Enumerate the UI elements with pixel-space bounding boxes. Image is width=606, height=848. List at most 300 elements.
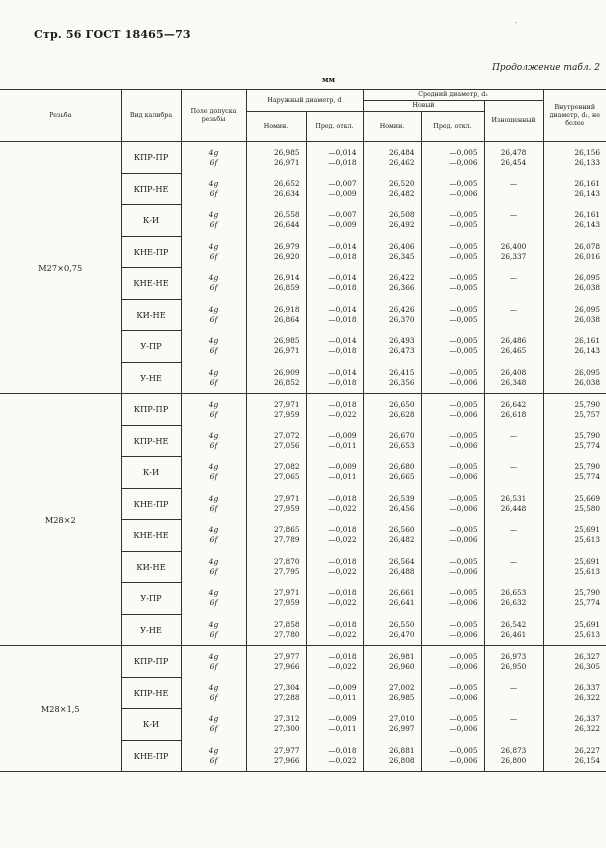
od-nominal-cell-line: 27,966 xyxy=(273,661,300,671)
od-deviation-cell-line: —0,022 xyxy=(328,755,357,765)
inner-diameter-cell xyxy=(543,394,606,426)
inner-diameter-cell-line: 26,161 xyxy=(574,210,601,220)
md-deviation-cell-line: —0,005 xyxy=(449,147,478,157)
tolerance-field-cell-line: 6f xyxy=(209,472,218,482)
md-worn-cell-line: 26,531 xyxy=(500,493,527,503)
tolerance-field-cell-line: 6f xyxy=(209,692,218,702)
md-nominal-cell-line: 26,415 xyxy=(388,367,415,377)
md-worn-cell-line: 26,454 xyxy=(500,157,527,167)
od-nominal-cell-line: 27,072 xyxy=(273,430,300,440)
inner-diameter-cell-line: 26,322 xyxy=(574,724,601,734)
inner-diameter-cell-line: 25,790 xyxy=(574,430,601,440)
md-nominal-cell xyxy=(363,173,421,205)
inner-diameter-cell xyxy=(543,236,606,268)
inner-diameter-cell-line: 26,133 xyxy=(574,157,601,167)
od-nominal-cell-line: 27,789 xyxy=(273,535,300,545)
md-deviation-cell-line: —0,005 xyxy=(449,314,478,324)
tolerance-field-cell-line: 4g xyxy=(208,241,219,251)
md-nominal-cell xyxy=(363,394,421,426)
md-nominal-cell-line: 26,641 xyxy=(388,598,415,608)
inner-diameter-cell-line: 26,078 xyxy=(574,241,601,251)
inner-diameter-cell-line: 26,161 xyxy=(574,336,601,346)
tolerance-field-cell-line: 4g xyxy=(208,336,219,346)
md-worn-cell-line: 26,542 xyxy=(500,619,527,629)
md-nominal-cell-line: 26,881 xyxy=(388,745,415,755)
md-nominal-cell xyxy=(363,709,421,741)
inner-diameter-cell xyxy=(543,173,606,205)
md-deviation-cell-line: —0,006 xyxy=(449,188,478,198)
gauge-type-cell: У-ПР xyxy=(121,583,181,615)
md-deviation-cell-line: —0,005 xyxy=(449,220,478,230)
tolerance-field-cell-line: 6f xyxy=(209,535,218,545)
md-worn-cell xyxy=(484,173,543,205)
od-deviation-cell-line: —0,009 xyxy=(328,220,357,230)
md-nominal-cell xyxy=(363,299,421,331)
od-nominal-cell-line: 26,985 xyxy=(273,336,300,346)
md-nominal-cell-line: 27,010 xyxy=(388,714,415,724)
od-nominal-cell xyxy=(246,551,306,583)
md-nominal-cell-line: 26,356 xyxy=(388,377,415,387)
inner-diameter-cell-line: 25,757 xyxy=(574,409,601,419)
col-header-mean-diameter: Средний диаметр, d₂ xyxy=(363,90,543,101)
tolerance-field-cell xyxy=(181,362,246,394)
tolerance-field-cell-line: 6f xyxy=(209,314,218,324)
tolerance-field-cell-line: 6f xyxy=(209,409,218,419)
tolerance-field-cell-line: 6f xyxy=(209,440,218,450)
inner-diameter-cell xyxy=(543,268,606,300)
tolerance-field-cell-line: 4g xyxy=(208,273,219,283)
od-deviation-cell-line: —0,018 xyxy=(328,588,357,598)
col-header-inner-diameter: Внутренний диаметр, d₁, не более xyxy=(543,90,606,142)
md-deviation-cell xyxy=(421,520,484,552)
tolerance-field-cell-line: 4g xyxy=(208,304,219,314)
md-worn-cell-line: 26,642 xyxy=(500,399,527,409)
od-nominal-cell xyxy=(246,362,306,394)
tolerance-field-cell xyxy=(181,520,246,552)
od-deviation-cell-line: —0,018 xyxy=(328,493,357,503)
tolerance-field-cell-line: 6f xyxy=(209,503,218,513)
od-deviation-cell-line: —0,018 xyxy=(328,399,357,409)
col-header-thread: Резьба xyxy=(0,90,121,142)
od-deviation-cell-line: —0,022 xyxy=(328,535,357,545)
od-deviation-cell-line: —0,018 xyxy=(328,157,357,167)
md-worn-cell-line: 26,348 xyxy=(500,377,527,387)
md-worn-cell-line xyxy=(485,535,543,545)
od-nominal-cell-line: 27,300 xyxy=(273,724,300,734)
od-deviation-cell xyxy=(306,142,363,174)
tolerance-field-cell-line: 6f xyxy=(209,377,218,387)
md-deviation-cell-line: —0,006 xyxy=(449,503,478,513)
md-nominal-cell-line: 26,473 xyxy=(388,346,415,356)
md-worn-cell-line: 26,800 xyxy=(500,755,527,765)
md-worn-cell-line xyxy=(485,567,543,577)
inner-diameter-cell xyxy=(543,488,606,520)
inner-diameter-cell-line: 26,143 xyxy=(574,188,601,198)
gauge-type-cell: У-НЕ xyxy=(121,614,181,646)
tolerance-field-cell-line: 6f xyxy=(209,220,218,230)
tolerance-field-cell-line: 4g xyxy=(208,588,219,598)
od-deviation-cell xyxy=(306,299,363,331)
od-nominal-cell-line: 27,966 xyxy=(273,755,300,765)
md-deviation-cell xyxy=(421,425,484,457)
md-worn-cell xyxy=(484,425,543,457)
gauge-type-cell: К-И xyxy=(121,709,181,741)
od-nominal-cell-line: 27,971 xyxy=(273,588,300,598)
od-deviation-cell-line: —0,014 xyxy=(328,241,357,251)
od-nominal-cell-line: 27,977 xyxy=(273,651,300,661)
od-deviation-cell xyxy=(306,268,363,300)
md-nominal-cell-line: 26,406 xyxy=(388,241,415,251)
md-worn-cell xyxy=(484,394,543,426)
od-deviation-cell-line: —0,011 xyxy=(328,724,357,734)
inner-diameter-cell xyxy=(543,646,606,678)
inner-diameter-cell-line: 25,790 xyxy=(574,588,601,598)
gauge-type-cell: КПР-НЕ xyxy=(121,173,181,205)
md-worn-cell-line: — xyxy=(509,273,518,283)
md-nominal-cell-line: 26,653 xyxy=(388,440,415,450)
od-deviation-cell xyxy=(306,583,363,615)
od-deviation-cell-line: —0,014 xyxy=(328,336,357,346)
od-nominal-cell-line: 27,065 xyxy=(273,472,300,482)
md-deviation-cell xyxy=(421,331,484,363)
md-deviation-cell-line: —0,005 xyxy=(449,714,478,724)
md-nominal-cell-line: 26,426 xyxy=(388,304,415,314)
md-worn-cell xyxy=(484,362,543,394)
inner-diameter-cell-line: 26,337 xyxy=(574,682,601,692)
md-nominal-cell-line: 26,482 xyxy=(388,188,415,198)
od-nominal-cell-line: 27,082 xyxy=(273,462,300,472)
gauge-type-cell: У-НЕ xyxy=(121,362,181,394)
inner-diameter-cell-line: 25,774 xyxy=(574,598,601,608)
inner-diameter-cell-line: 26,327 xyxy=(574,651,601,661)
od-nominal-cell xyxy=(246,205,306,237)
inner-diameter-cell xyxy=(543,614,606,646)
od-deviation-cell-line: —0,014 xyxy=(328,273,357,283)
md-deviation-cell xyxy=(421,173,484,205)
md-worn-cell xyxy=(484,268,543,300)
od-deviation-cell-line: —0,018 xyxy=(328,651,357,661)
md-worn-cell-line: — xyxy=(509,682,518,692)
md-deviation-cell-line: —0,006 xyxy=(449,472,478,482)
inner-diameter-cell-line: 26,038 xyxy=(574,377,601,387)
md-worn-cell-line: 26,465 xyxy=(500,346,527,356)
od-deviation-cell-line: —0,018 xyxy=(328,283,357,293)
tolerance-field-cell-line: 4g xyxy=(208,178,219,188)
tolerance-field-cell-line: 4g xyxy=(208,556,219,566)
col-header-worn: Изношенный xyxy=(484,101,543,142)
md-deviation-cell xyxy=(421,236,484,268)
inner-diameter-cell-line: 25,669 xyxy=(574,493,601,503)
od-nominal-cell-line: 26,971 xyxy=(273,157,300,167)
tolerance-field-cell xyxy=(181,551,246,583)
md-deviation-cell-line: —0,006 xyxy=(449,598,478,608)
tolerance-field-cell-line: 4g xyxy=(208,651,219,661)
inner-diameter-cell-line: 25,774 xyxy=(574,440,601,450)
md-nominal-cell-line: 26,470 xyxy=(388,629,415,639)
inner-diameter-cell-line: 25,580 xyxy=(574,503,601,513)
col-header-gauge-type: Вид калибра xyxy=(121,90,181,142)
md-deviation-cell xyxy=(421,457,484,489)
md-nominal-cell-line: 26,520 xyxy=(388,178,415,188)
od-deviation-cell-line: —0,011 xyxy=(328,440,357,450)
md-nominal-cell-line: 26,960 xyxy=(388,661,415,671)
tolerance-field-cell-line: 4g xyxy=(208,525,219,535)
col-header-md-deviation: Пред. откл. xyxy=(421,112,484,142)
inner-diameter-cell xyxy=(543,299,606,331)
md-nominal-cell xyxy=(363,331,421,363)
table-row xyxy=(0,646,606,678)
od-nominal-cell-line: 26,985 xyxy=(273,147,300,157)
md-worn-cell-line: 26,618 xyxy=(500,409,527,419)
md-deviation-cell xyxy=(421,646,484,678)
md-worn-cell-line: 26,653 xyxy=(500,588,527,598)
inner-diameter-cell-line: 25,613 xyxy=(574,566,601,576)
od-deviation-cell xyxy=(306,614,363,646)
md-nominal-cell-line: 26,482 xyxy=(388,535,415,545)
md-nominal-cell xyxy=(363,614,421,646)
md-nominal-cell xyxy=(363,646,421,678)
md-nominal-cell xyxy=(363,677,421,709)
od-nominal-cell xyxy=(246,142,306,174)
inner-diameter-cell xyxy=(543,740,606,772)
od-deviation-cell-line: —0,022 xyxy=(328,661,357,671)
md-worn-cell-line: — xyxy=(509,430,518,440)
inner-diameter-cell-line: 26,161 xyxy=(574,178,601,188)
md-nominal-cell xyxy=(363,520,421,552)
md-worn-cell xyxy=(484,488,543,520)
gauge-type-cell: КПР-ПР xyxy=(121,394,181,426)
inner-diameter-cell-line: 25,790 xyxy=(574,462,601,472)
od-deviation-cell-line: —0,014 xyxy=(328,367,357,377)
md-worn-cell-line: 26,950 xyxy=(500,661,527,671)
md-deviation-cell xyxy=(421,551,484,583)
tolerance-field-cell xyxy=(181,457,246,489)
md-worn-cell-line xyxy=(485,693,543,703)
tolerance-field-cell-line: 6f xyxy=(209,157,218,167)
md-deviation-cell-line: —0,005 xyxy=(449,745,478,755)
md-worn-cell-line xyxy=(485,315,543,325)
tolerance-field-cell xyxy=(181,740,246,772)
md-nominal-cell-line: 26,550 xyxy=(388,619,415,629)
md-deviation-cell-line: —0,005 xyxy=(449,251,478,261)
od-deviation-cell-line: —0,022 xyxy=(328,566,357,576)
md-nominal-cell xyxy=(363,425,421,457)
md-nominal-cell-line: 26,370 xyxy=(388,314,415,324)
od-deviation-cell-line: —0,018 xyxy=(328,251,357,261)
md-worn-cell xyxy=(484,551,543,583)
md-nominal-cell-line: 26,680 xyxy=(388,462,415,472)
scan-mark: · xyxy=(515,20,517,27)
tolerance-field-cell xyxy=(181,583,246,615)
md-nominal-cell xyxy=(363,740,421,772)
md-deviation-cell-line: —0,005 xyxy=(449,304,478,314)
tolerance-field-cell-line: 6f xyxy=(209,188,218,198)
md-nominal-cell-line: 26,493 xyxy=(388,336,415,346)
md-worn-cell-line: 26,973 xyxy=(500,651,527,661)
tolerance-field-cell-line: 4g xyxy=(208,493,219,503)
col-header-new: Новый xyxy=(363,101,484,112)
md-deviation-cell-line: —0,005 xyxy=(449,493,478,503)
od-deviation-cell-line: —0,009 xyxy=(328,714,357,724)
od-nominal-cell-line: 26,852 xyxy=(273,377,300,387)
tolerance-field-cell xyxy=(181,425,246,457)
md-nominal-cell-line: 27,002 xyxy=(388,682,415,692)
md-worn-cell xyxy=(484,740,543,772)
od-deviation-cell-line: —0,007 xyxy=(328,178,357,188)
tolerance-field-cell xyxy=(181,268,246,300)
od-nominal-cell-line: 26,652 xyxy=(273,178,300,188)
od-deviation-cell-line: —0,018 xyxy=(328,314,357,324)
od-nominal-cell-line: 27,858 xyxy=(273,619,300,629)
md-worn-cell xyxy=(484,709,543,741)
md-worn-cell-line: 26,461 xyxy=(500,629,527,639)
md-worn-cell-line: — xyxy=(509,304,518,314)
md-deviation-cell-line: —0,005 xyxy=(449,588,478,598)
md-nominal-cell-line: 26,366 xyxy=(388,283,415,293)
tolerance-field-cell-line: 4g xyxy=(208,430,219,440)
od-deviation-cell xyxy=(306,740,363,772)
md-deviation-cell-line: —0,005 xyxy=(449,462,478,472)
md-nominal-cell-line: 26,492 xyxy=(388,220,415,230)
od-nominal-cell-line: 27,288 xyxy=(273,692,300,702)
md-nominal-cell xyxy=(363,362,421,394)
od-nominal-cell xyxy=(246,268,306,300)
thread-designation: M27×0,75 xyxy=(0,142,121,394)
col-header-od-nominal: Номин. xyxy=(246,112,306,142)
od-nominal-cell xyxy=(246,173,306,205)
md-worn-cell-line: 26,400 xyxy=(500,241,527,251)
od-deviation-cell-line: —0,009 xyxy=(328,462,357,472)
od-nominal-cell xyxy=(246,457,306,489)
md-worn-cell xyxy=(484,614,543,646)
od-nominal-cell xyxy=(246,299,306,331)
md-deviation-cell-line: —0,006 xyxy=(449,409,478,419)
od-nominal-cell xyxy=(246,677,306,709)
inner-diameter-cell xyxy=(543,677,606,709)
od-nominal-cell xyxy=(246,740,306,772)
od-nominal-cell-line: 26,918 xyxy=(273,304,300,314)
md-deviation-cell-line: —0,006 xyxy=(449,661,478,671)
md-deviation-cell-line: —0,006 xyxy=(449,157,478,167)
inner-diameter-cell-line: 25,790 xyxy=(574,399,601,409)
md-worn-cell-line xyxy=(485,441,543,451)
inner-diameter-cell-line: 26,016 xyxy=(574,251,601,261)
od-nominal-cell-line: 26,864 xyxy=(273,314,300,324)
od-deviation-cell xyxy=(306,362,363,394)
md-nominal-cell-line: 26,564 xyxy=(388,556,415,566)
tolerance-field-cell-line: 4g xyxy=(208,147,219,157)
od-deviation-cell-line: —0,011 xyxy=(328,472,357,482)
md-deviation-cell-line: —0,005 xyxy=(449,178,478,188)
inner-diameter-cell-line: 25,774 xyxy=(574,472,601,482)
inner-diameter-cell-line: 26,305 xyxy=(574,661,601,671)
tolerance-field-cell-line: 6f xyxy=(209,566,218,576)
od-deviation-cell xyxy=(306,551,363,583)
gauge-type-cell: КПР-ПР xyxy=(121,646,181,678)
gauge-type-cell: К-И xyxy=(121,457,181,489)
md-worn-cell-line: 26,337 xyxy=(500,251,527,261)
tolerance-field-cell xyxy=(181,394,246,426)
md-deviation-cell xyxy=(421,205,484,237)
od-deviation-cell-line: —0,018 xyxy=(328,346,357,356)
inner-diameter-cell-line: 25,613 xyxy=(574,629,601,639)
od-nominal-cell-line: 26,644 xyxy=(273,220,300,230)
od-nominal-cell-line: 27,056 xyxy=(273,440,300,450)
tolerance-field-cell xyxy=(181,614,246,646)
md-deviation-cell-line: —0,006 xyxy=(449,535,478,545)
md-deviation-cell xyxy=(421,488,484,520)
tolerance-field-cell-line: 6f xyxy=(209,629,218,639)
gauge-type-cell: КНЕ-ПР xyxy=(121,236,181,268)
md-deviation-cell-line: —0,005 xyxy=(449,336,478,346)
od-nominal-cell xyxy=(246,425,306,457)
md-deviation-cell xyxy=(421,583,484,615)
inner-diameter-cell-line: 26,227 xyxy=(574,745,601,755)
od-deviation-cell-line: —0,022 xyxy=(328,598,357,608)
md-worn-cell xyxy=(484,299,543,331)
tolerance-field-cell-line: 4g xyxy=(208,399,219,409)
od-deviation-cell-line: —0,011 xyxy=(328,692,357,702)
tolerance-field-cell xyxy=(181,709,246,741)
gauge-type-cell: КИ-НЕ xyxy=(121,551,181,583)
od-nominal-cell-line: 27,312 xyxy=(273,714,300,724)
md-worn-cell xyxy=(484,520,543,552)
md-deviation-cell-line: —0,005 xyxy=(449,682,478,692)
md-nominal-cell-line: 26,345 xyxy=(388,251,415,261)
md-worn-cell-line: — xyxy=(509,210,518,220)
md-worn-cell xyxy=(484,457,543,489)
md-nominal-cell-line: 26,462 xyxy=(388,157,415,167)
md-nominal-cell-line: 26,422 xyxy=(388,273,415,283)
od-deviation-cell xyxy=(306,677,363,709)
inner-diameter-cell-line: 25,691 xyxy=(574,525,601,535)
od-deviation-cell xyxy=(306,331,363,363)
col-header-md-nominal: Номин. xyxy=(363,112,421,142)
od-deviation-cell-line: —0,018 xyxy=(328,619,357,629)
inner-diameter-cell xyxy=(543,205,606,237)
md-nominal-cell-line: 26,484 xyxy=(388,147,415,157)
od-nominal-cell-line: 27,971 xyxy=(273,399,300,409)
md-deviation-cell-line: —0,005 xyxy=(449,367,478,377)
md-worn-cell-line: 26,448 xyxy=(500,503,527,513)
md-worn-cell xyxy=(484,331,543,363)
md-nominal-cell-line: 26,488 xyxy=(388,566,415,576)
md-deviation-cell-line: —0,005 xyxy=(449,283,478,293)
od-deviation-cell xyxy=(306,394,363,426)
od-deviation-cell-line: —0,018 xyxy=(328,556,357,566)
inner-diameter-cell-line: 26,095 xyxy=(574,273,601,283)
col-header-tolerance-field: Поле допуска резьбы xyxy=(181,90,246,142)
thread-designation: M28×1,5 xyxy=(0,646,121,772)
inner-diameter-cell xyxy=(543,709,606,741)
md-worn-cell-line: — xyxy=(509,462,518,472)
od-deviation-cell xyxy=(306,457,363,489)
inner-diameter-cell-line: 25,613 xyxy=(574,535,601,545)
gauge-type-cell: КПР-НЕ xyxy=(121,677,181,709)
od-nominal-cell xyxy=(246,709,306,741)
tolerance-field-cell-line: 4g xyxy=(208,714,219,724)
od-nominal-cell-line: 27,865 xyxy=(273,525,300,535)
md-nominal-cell-line: 26,560 xyxy=(388,525,415,535)
md-nominal-cell xyxy=(363,488,421,520)
md-nominal-cell-line: 26,670 xyxy=(388,430,415,440)
md-worn-cell-line: — xyxy=(509,714,518,724)
od-nominal-cell-line: 27,959 xyxy=(273,503,300,513)
od-nominal-cell-line: 27,971 xyxy=(273,493,300,503)
od-deviation-cell xyxy=(306,425,363,457)
od-nominal-cell-line: 27,870 xyxy=(273,556,300,566)
md-deviation-cell-line: —0,006 xyxy=(449,692,478,702)
